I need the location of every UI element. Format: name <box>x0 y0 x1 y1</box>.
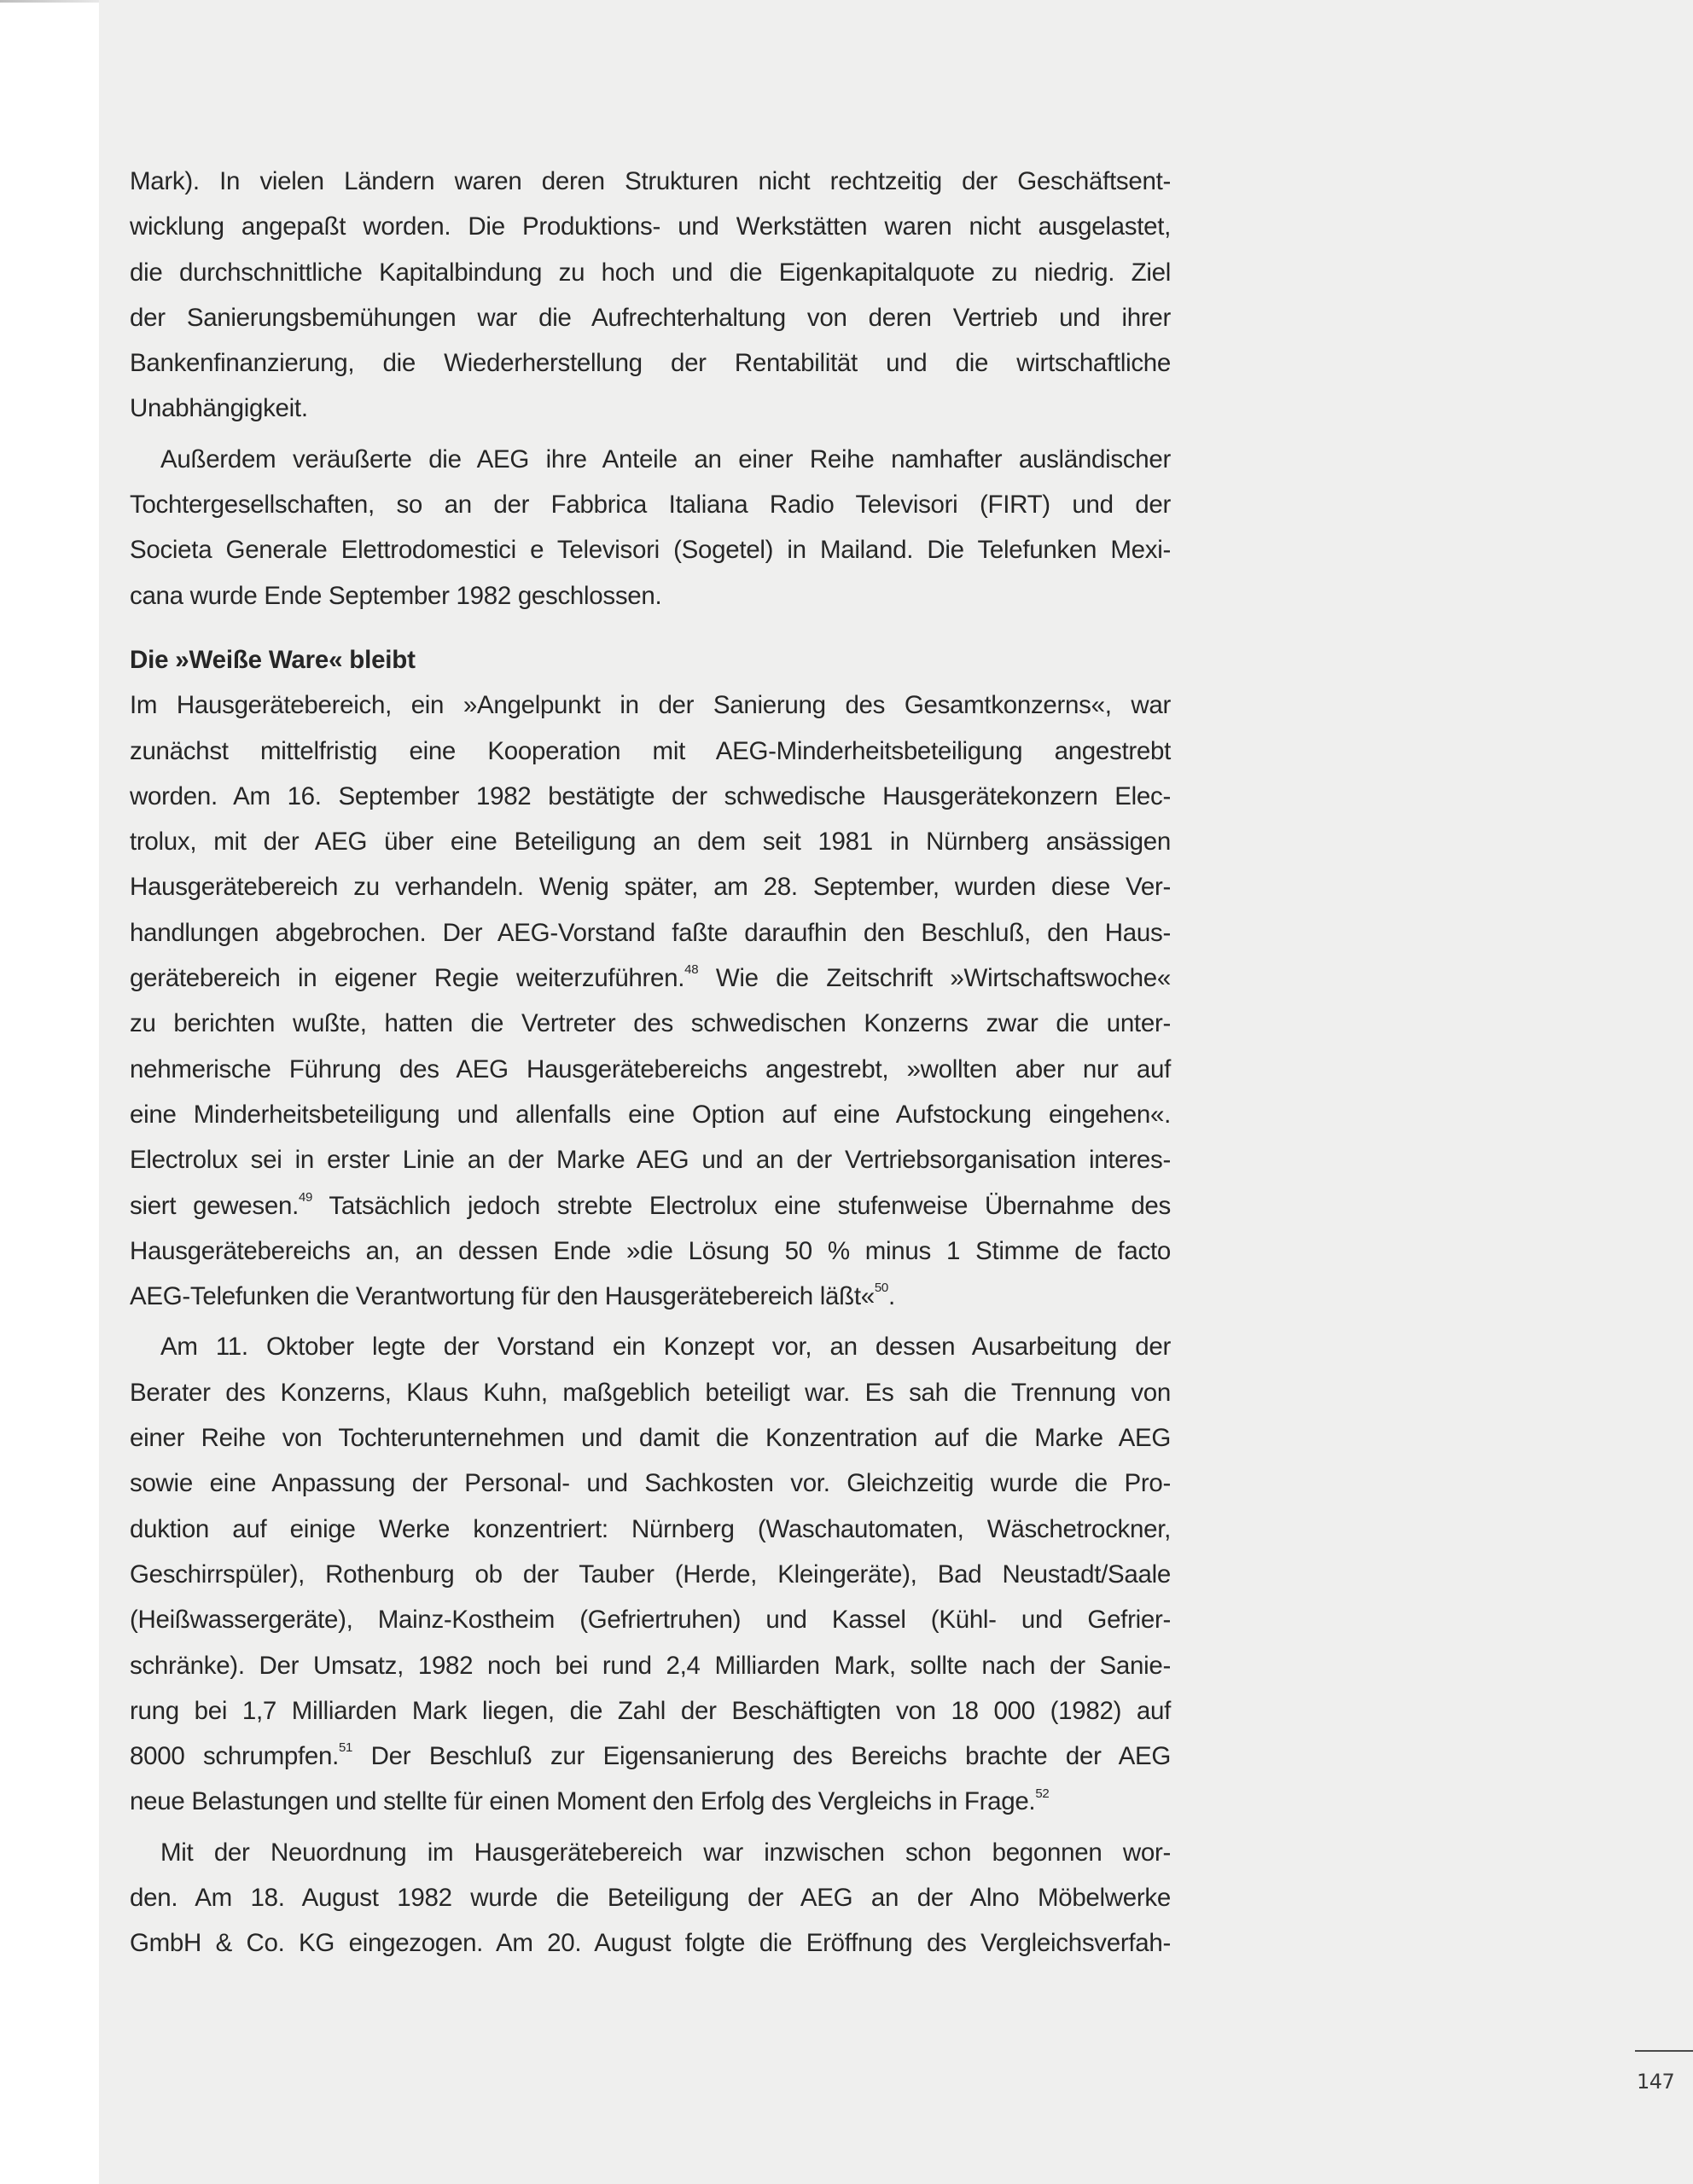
text-line: Im Hausgerätebereich, ein »Angelpunkt in der Sanierung des Gesamtkonzerns«, war <box>130 691 1171 720</box>
text-line: trolux, mit der AEG über eine Beteiligung an dem seit 1981 in Nürnberg ansässigen <box>130 828 1171 857</box>
footnote-ref-52[interactable]: 52 <box>1035 1786 1050 1801</box>
footnote-ref-49[interactable]: 49 <box>298 1189 313 1205</box>
text-segment: neue Belastungen und stellte für einen Moment den Erfolg des Vergleichs in Frage. <box>130 1787 1036 1816</box>
text-segment: siert gewesen. <box>130 1191 299 1220</box>
text-line <box>130 956 1171 1001</box>
footnote-ref-51[interactable]: 51 <box>339 1740 353 1756</box>
text-line: den. Am 18. August 1982 wurde die Beteiligung der AEG an der Alno Möbelwerke <box>130 1883 1171 1912</box>
text-segment: Tatsächlich jedoch strebte Electrolux eine stufenweise Übernahme des <box>312 1191 1171 1220</box>
paragraph-hausgeraete <box>130 682 1171 1319</box>
body-text <box>130 159 1171 1966</box>
text-line: Mark). In vielen Ländern waren deren Strukturen nicht rechtzeitig der Geschäftsent- <box>130 167 1171 195</box>
text-segment: . <box>887 1282 895 1311</box>
text-line: sowie eine Anpassung der Personal- und Sachkosten vor. Gleichzeitig wurde die Pro- <box>130 1469 1171 1498</box>
text-line: cana wurde Ende September 1982 geschlossen. <box>130 581 662 610</box>
text-line <box>130 1183 1171 1228</box>
text-line: Unabhängigkeit. <box>130 394 308 423</box>
text-line: Am 11. Oktober legte der Vorstand ein Konzept vor, an dessen Ausarbeitung der <box>160 1333 1171 1362</box>
text-line: Bankenfinanzierung, die Wiederherstellung der Rentabilität und die wirtschaftliche <box>130 349 1171 378</box>
paragraph-continuation <box>130 159 1171 432</box>
text-line: nehmerische Führung des AEG Hausgerätebereichs angestrebt, »wollten aber nur auf <box>130 1054 1171 1083</box>
scan-left-margin <box>0 0 99 2184</box>
text-line: Hausgerätebereich zu verhandeln. Wenig später, am 28. September, wurden diese Ver- <box>130 873 1171 902</box>
text-line <box>130 1734 1171 1779</box>
text-segment: 8000 schrumpfen. <box>130 1742 339 1771</box>
text-line: Tochtergesellschaften, so an der Fabbrica Italiana Radio Televisori (FIRT) und der <box>130 491 1171 520</box>
text-line: Geschirrspüler), Rothenburg ob der Tauber (Herde, Kleingeräte), Bad Neustadt/Saale <box>130 1560 1171 1589</box>
text-line <box>130 1274 1171 1319</box>
paragraph-neuordnung <box>130 1830 1171 1966</box>
text-line: zunächst mittelfristig eine Kooperation mit AEG-Minderheitsbeteiligung angestrebt <box>130 736 1171 765</box>
text-line: Societa Generale Elettrodomestici e Televisori (Sogetel) in Mailand. Die Telefunken Mexi- <box>130 536 1171 565</box>
section-heading: Die »Weiße Ware« bleibt <box>130 645 416 674</box>
text-line: schränke). Der Umsatz, 1982 noch bei rund 2,4 Milliarden Mark, sollte nach der Sanie- <box>130 1651 1171 1680</box>
text-line <box>130 1779 1171 1824</box>
text-line: Berater des Konzerns, Klaus Kuhn, maßgeblich beteiligt war. Es sah die Trennung von <box>130 1378 1171 1407</box>
text-line: Mit der Neuordnung im Hausgerätebereich war inzwischen schon begonnen wor- <box>160 1838 1171 1867</box>
paragraph-divestments <box>130 437 1171 619</box>
text-line: worden. Am 16. September 1982 bestätigte der schwedische Hausgerätekonzern Elec- <box>130 781 1171 810</box>
text-segment: Der Beschluß zur Eigensanierung des Bereichs brachte der AEG <box>352 1742 1171 1771</box>
text-line: Hausgerätebereichs an, an dessen Ende »die Lösung 50 % minus 1 Stimme de facto <box>130 1236 1171 1265</box>
text-line: duktion auf einige Werke konzentriert: Nürnberg (Waschautomaten, Wäschetrockner, <box>130 1514 1171 1543</box>
paragraph-konzept <box>130 1324 1171 1824</box>
text-line: zu berichten wußte, hatten die Vertreter des schwedischen Konzerns zwar die unter- <box>130 1009 1171 1038</box>
text-line: rung bei 1,7 Milliarden Mark liegen, die Zahl der Beschäftigten von 18 000 (1982) auf <box>130 1696 1171 1725</box>
text-line: GmbH & Co. KG eingezogen. Am 20. August folgte die Eröffnung des Vergleichsverfah- <box>130 1929 1171 1958</box>
text-line: Außerdem veräußerte die AEG ihre Anteile an einer Reihe namhafter ausländischer <box>160 444 1171 473</box>
text-line: Electrolux sei in erster Linie an der Marke AEG und an der Vertriebsorganisation interes- <box>130 1146 1171 1175</box>
page-number-rule <box>1635 2050 1693 2052</box>
text-segment: Wie die Zeitschrift »Wirtschaftswoche« <box>698 964 1171 993</box>
text-line: handlungen abgebrochen. Der AEG-Vorstand faßte daraufhin den Beschluß, den Haus- <box>130 918 1171 947</box>
text-line: der Sanierungsbemühungen war die Aufrechterhaltung von deren Vertrieb und ihrer <box>130 303 1171 332</box>
text-line: (Heißwassergeräte), Mainz-Kostheim (Gefriertruhen) und Kassel (Kühl- und Gefrier- <box>130 1606 1171 1635</box>
page-number: 147 <box>1637 2070 1675 2094</box>
text-line: einer Reihe von Tochterunternehmen und damit die Konzentration auf die Marke AEG <box>130 1424 1171 1453</box>
text-line: die durchschnittliche Kapitalbindung zu hoch und die Eigenkapitalquote zu niedrig. Ziel <box>130 258 1171 287</box>
text-segment: gerätebereich in eigener Regie weiterzuführen. <box>130 964 685 993</box>
text-line: eine Minderheitsbeteiligung und allenfalls eine Option auf eine Aufstockung eingehen«. <box>130 1100 1171 1129</box>
text-segment: AEG-Telefunken die Verantwortung für den Hausgerätebereich läßt« <box>130 1282 875 1311</box>
scan-edge-shadow <box>0 0 99 3</box>
text-line: wicklung angepaßt worden. Die Produktions- und Werkstätten waren nicht ausgelastet, <box>130 212 1171 241</box>
footnote-ref-50[interactable]: 50 <box>874 1281 888 1296</box>
footnote-ref-48[interactable]: 48 <box>684 962 699 978</box>
